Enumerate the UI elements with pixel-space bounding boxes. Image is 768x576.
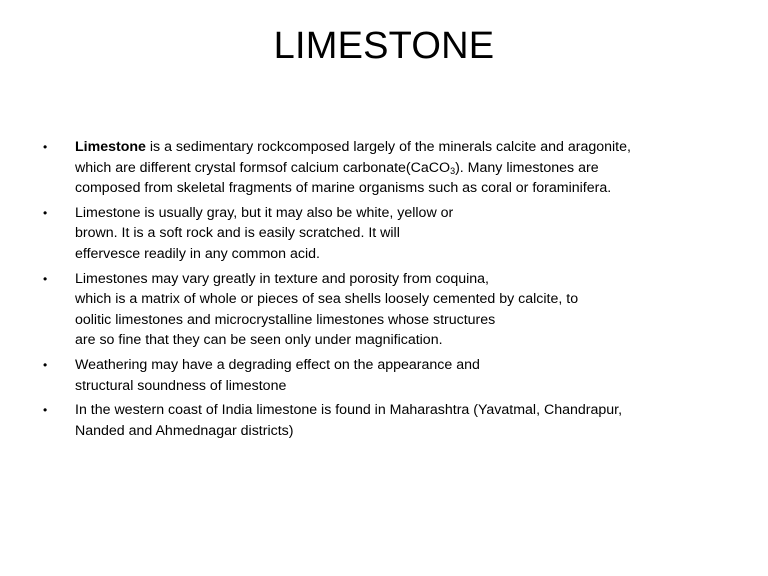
slide-title: LIMESTONE xyxy=(273,25,495,67)
bold-term: Limestone xyxy=(75,139,146,155)
bullet-item xyxy=(40,355,740,396)
bullet-item xyxy=(40,269,740,351)
bullet-item xyxy=(40,137,740,199)
bullet-line: are so fine that they can be seen only under magnification. xyxy=(75,332,443,349)
bullet-dot-icon: • xyxy=(43,205,48,220)
bullet-text: is a sedimentary rockcomposed largely of the minerals calcite and aragonite, xyxy=(145,139,631,155)
bullet-dot-icon: • xyxy=(43,357,48,372)
bullet-line: Nanded and Ahmednagar districts) xyxy=(75,422,294,439)
bullet-line: structural soundness of limestone xyxy=(75,377,287,394)
bullet-text: which are different crystal formsof calcium carbonate(CaCO xyxy=(75,159,451,176)
bullet-line xyxy=(75,137,740,158)
bullet-list xyxy=(40,137,740,445)
bullet-line: Limestone is usually gray, but it may also be white, yellow or xyxy=(75,204,454,221)
bullet-line: Limestones may vary greatly in texture and porosity from coquina, xyxy=(75,270,489,287)
bullet-line: which is a matrix of whole or pieces of sea shells loosely cemented by calcite, to xyxy=(75,291,579,308)
bullet-item xyxy=(40,400,740,441)
bullet-dot-icon: • xyxy=(43,403,48,418)
subscript: 3 xyxy=(450,165,456,176)
bullet-dot-icon: • xyxy=(43,140,48,154)
bullet-line: composed from skeletal fragments of marine organisms such as coral or foraminifera. xyxy=(75,180,612,197)
bullet-line xyxy=(75,158,740,179)
bullet-line: Weathering may have a degrading effect on the appearance and xyxy=(75,356,480,373)
bullet-text: ). Many limestones are xyxy=(455,159,599,176)
bullet-dot-icon: • xyxy=(43,271,48,286)
bullet-item xyxy=(40,203,740,265)
bullet-line: In the western coast of India limestone is found in Maharashtra (Yavatmal, Chandrapur, xyxy=(75,402,623,419)
bullet-line: brown. It is a soft rock and is easily scratched. It will xyxy=(75,225,400,242)
bullet-line: oolitic limestones and microcrystalline limestones whose structures xyxy=(75,311,496,328)
bullet-line: effervesce readily in any common acid. xyxy=(75,245,320,262)
